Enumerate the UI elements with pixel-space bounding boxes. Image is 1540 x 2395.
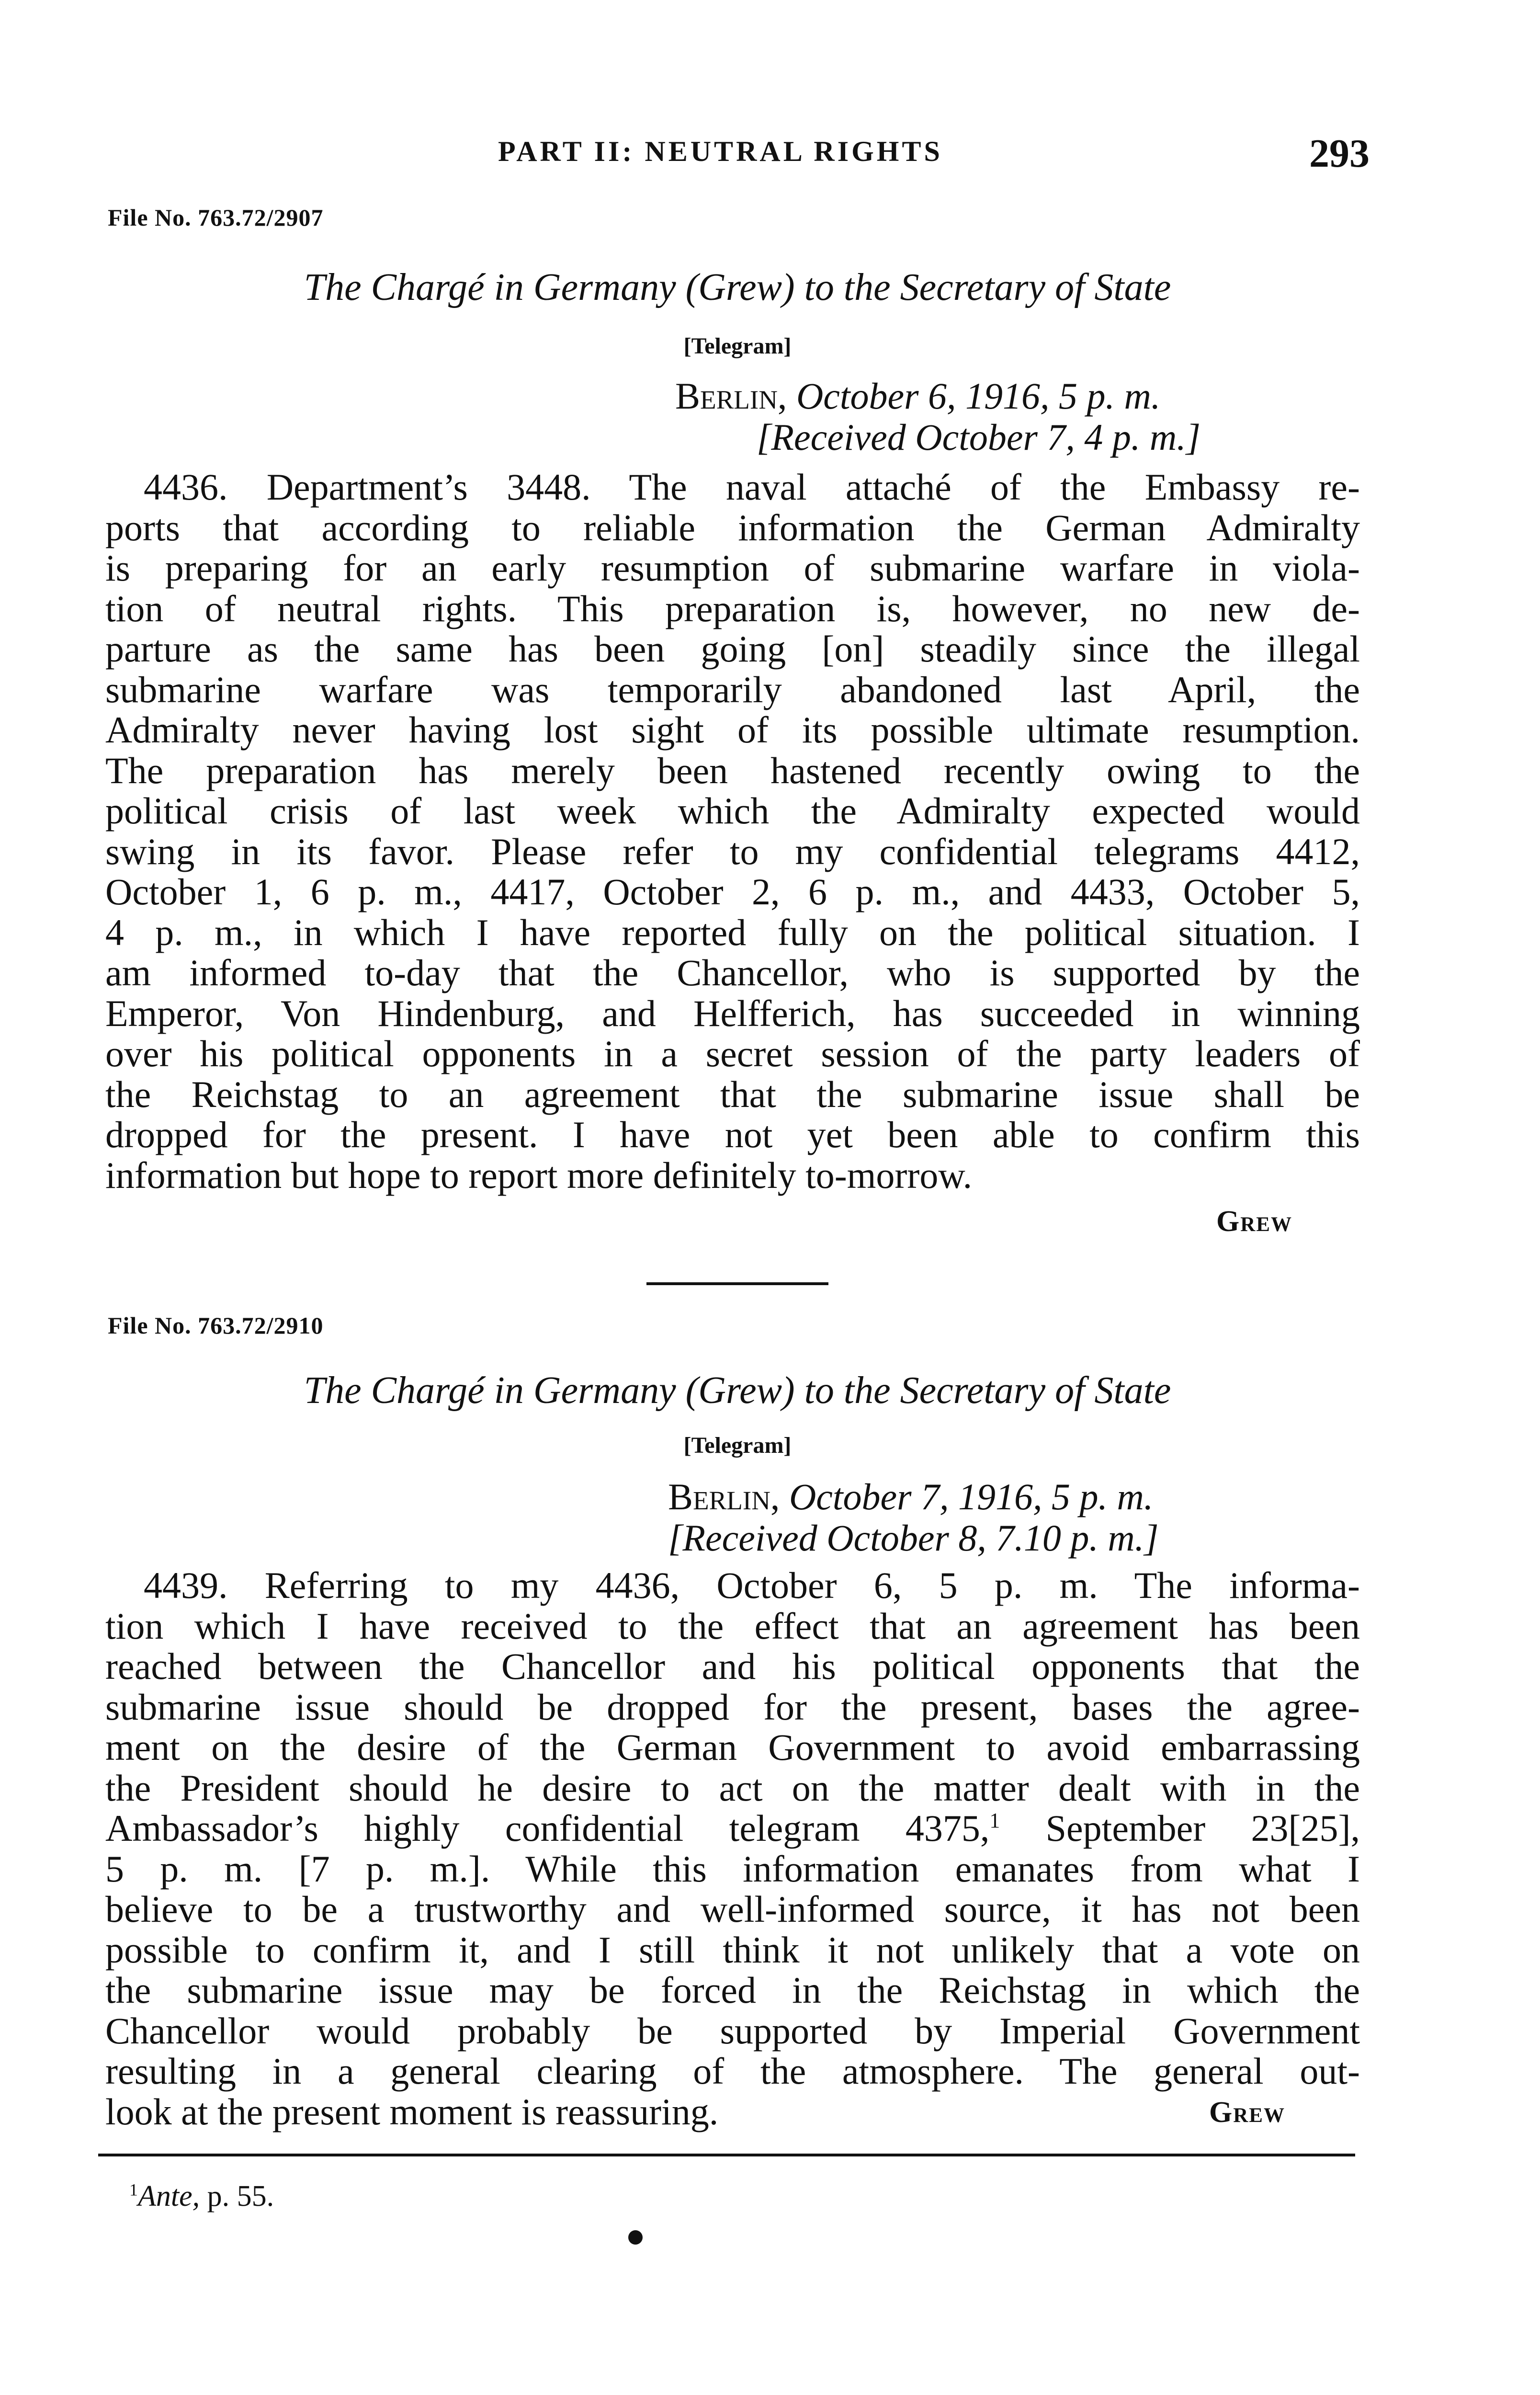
body-line: submarine warfare was temporarily abandoned last April, the [105, 668, 1360, 710]
footnote-ref-italic: Ante, [138, 2180, 200, 2213]
dateline [675, 375, 1160, 418]
body-line: ports that according to reliable information the German Admiralty [105, 506, 1360, 548]
body-line: The preparation has merely been hastened recently owing to the [105, 749, 1360, 791]
body-line: resulting in a general clearing of the atmosphere. The general out- [105, 2050, 1360, 2092]
body-line: submarine issue should be dropped for the present, bases the agree- [105, 1686, 1360, 1728]
body-line: tion which I have received to the effect that an agreement has been [105, 1605, 1360, 1647]
body-line: am informed to-day that the Chancellor, who is supported by the [105, 952, 1360, 993]
footnote-marker: 1 [989, 1809, 1000, 1832]
body-line: Admiralty never having lost sight of its possible ultimate resumption. [105, 709, 1360, 751]
body-line: swing in its favor. Please refer to my confidential telegrams 4412, [105, 830, 1360, 872]
received-date: [Received October 7, 4 p. m.] [757, 416, 1201, 458]
document-title: The Chargé in Germany (Grew) to the Secretary of State [304, 266, 1171, 308]
dateline-place: Berlin, [668, 1476, 780, 1517]
received-line [668, 1517, 1159, 1560]
body-line: 4439. Referring to my 4436, October 6, 5 p. m. The informa- [144, 1564, 1360, 1606]
running-title: PART II: NEUTRAL RIGHTS [498, 136, 943, 167]
footnote-rule [98, 2154, 1355, 2156]
footnote-marker: 1 [129, 2180, 138, 2200]
dateline-date: October 6, 1916, 5 p. m. [796, 375, 1161, 417]
body-line: the President should he desire to act on the matter dealt with in the [105, 1767, 1360, 1809]
body-line: the Reichstag to an agreement that the submarine issue shall be [105, 1073, 1360, 1115]
body-line-with-footnote [105, 1808, 1360, 1849]
dateline-date: October 7, 1916, 5 p. m. [789, 1476, 1154, 1517]
page-number: 293 [1309, 131, 1370, 176]
signature: Grew [1216, 1205, 1292, 1238]
body-line: Chancellor would probably be supported by Imperial Government [105, 2009, 1360, 2052]
file-number: File No. 763.72/2910 [108, 1312, 324, 1339]
received-date: [Received October 8, 7.10 p. m.] [668, 1517, 1159, 1559]
body-line: believe to be a trustworthy and well-informed source, it has not been [105, 1888, 1360, 1930]
body-line: is preparing for an early resumption of submarine warfare in viola- [105, 547, 1360, 589]
ink-dot [628, 2230, 643, 2245]
body-line: look at the present moment is reassuring. [105, 2090, 719, 2133]
footnote [129, 2179, 274, 2213]
file-number: File No. 763.72/2907 [108, 204, 324, 231]
body-line: reached between the Chancellor and his political opponents that the [105, 1645, 1360, 1687]
body-line: over his political opponents in a secret session of the party leaders of [105, 1033, 1360, 1074]
body-line: political crisis of last week which the Admiralty expected would [105, 790, 1360, 832]
body-line: 4436. Department’s 3448. The naval attaché of the Embassy re- [144, 466, 1360, 508]
body-line: the submarine issue may be forced in the Reichstag in which the [105, 1969, 1360, 2011]
body-line: dropped for the present. I have not yet been able to confirm this [105, 1114, 1360, 1155]
telegram-body [105, 1565, 1360, 2132]
body-line: Emperor, Von Hindenburg, and Helfferich, has succeeded in winning [105, 992, 1360, 1034]
body-line: 4 p. m., in which I have reported fully on the political situation. I [105, 911, 1360, 953]
body-line: tion of neutral rights. This preparation is, however, no new de- [105, 587, 1360, 629]
document-title: The Chargé in Germany (Grew) to the Secretary of State [304, 1369, 1171, 1412]
body-line-end: September 23[25], [1000, 1807, 1360, 1849]
dateline-place: Berlin, [675, 375, 787, 417]
telegram-label: [Telegram] [683, 1433, 792, 1458]
body-line: 5 p. m. [7 p. m.]. While this information emanates from what I [105, 1848, 1360, 1890]
dateline [668, 1475, 1153, 1518]
body-line: possible to confirm it, and I still think it not unlikely that a vote on [105, 1928, 1360, 1971]
running-head [105, 130, 1370, 176]
received-line [757, 416, 1200, 459]
footnote-ref-page: p. 55. [200, 2180, 274, 2213]
telegram-body [105, 467, 1360, 1196]
telegram-label: [Telegram] [683, 333, 792, 359]
body-line: information but hope to report more definitely to-morrow. [105, 1154, 973, 1196]
body-line: parture as the same has been going [on] steadily since the illegal [105, 628, 1360, 670]
body-line: October 1, 6 p. m., 4417, October 2, 6 p. m., and 4433, October 5, [105, 871, 1360, 912]
section-divider [646, 1282, 828, 1285]
signature: Grew [1209, 2096, 1285, 2129]
body-line-start: Ambassador’s highly confidential telegram 4375, [105, 1807, 990, 1849]
body-line: ment on the desire of the German Government to avoid embarrassing [105, 1726, 1360, 1768]
